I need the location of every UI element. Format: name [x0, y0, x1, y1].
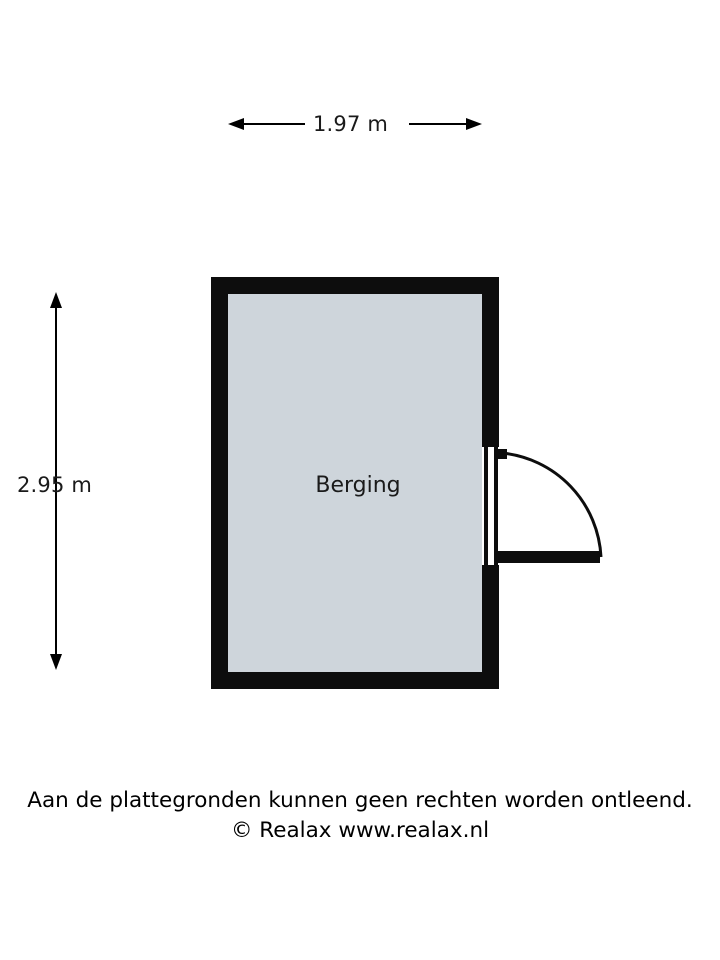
footer-copyright: © Realax www.realax.nl — [230, 818, 490, 843]
door-swing — [498, 449, 601, 563]
width-dimension-label: 1.97 m — [313, 112, 389, 136]
door-opening — [482, 447, 499, 565]
height-dimension-label: 2.95 m — [17, 473, 93, 497]
footer-disclaimer: Aan de plattegronden kunnen geen rechten worden ontleend. — [27, 788, 693, 813]
footer — [0, 786, 720, 846]
room-label-berging: Berging — [315, 473, 401, 498]
